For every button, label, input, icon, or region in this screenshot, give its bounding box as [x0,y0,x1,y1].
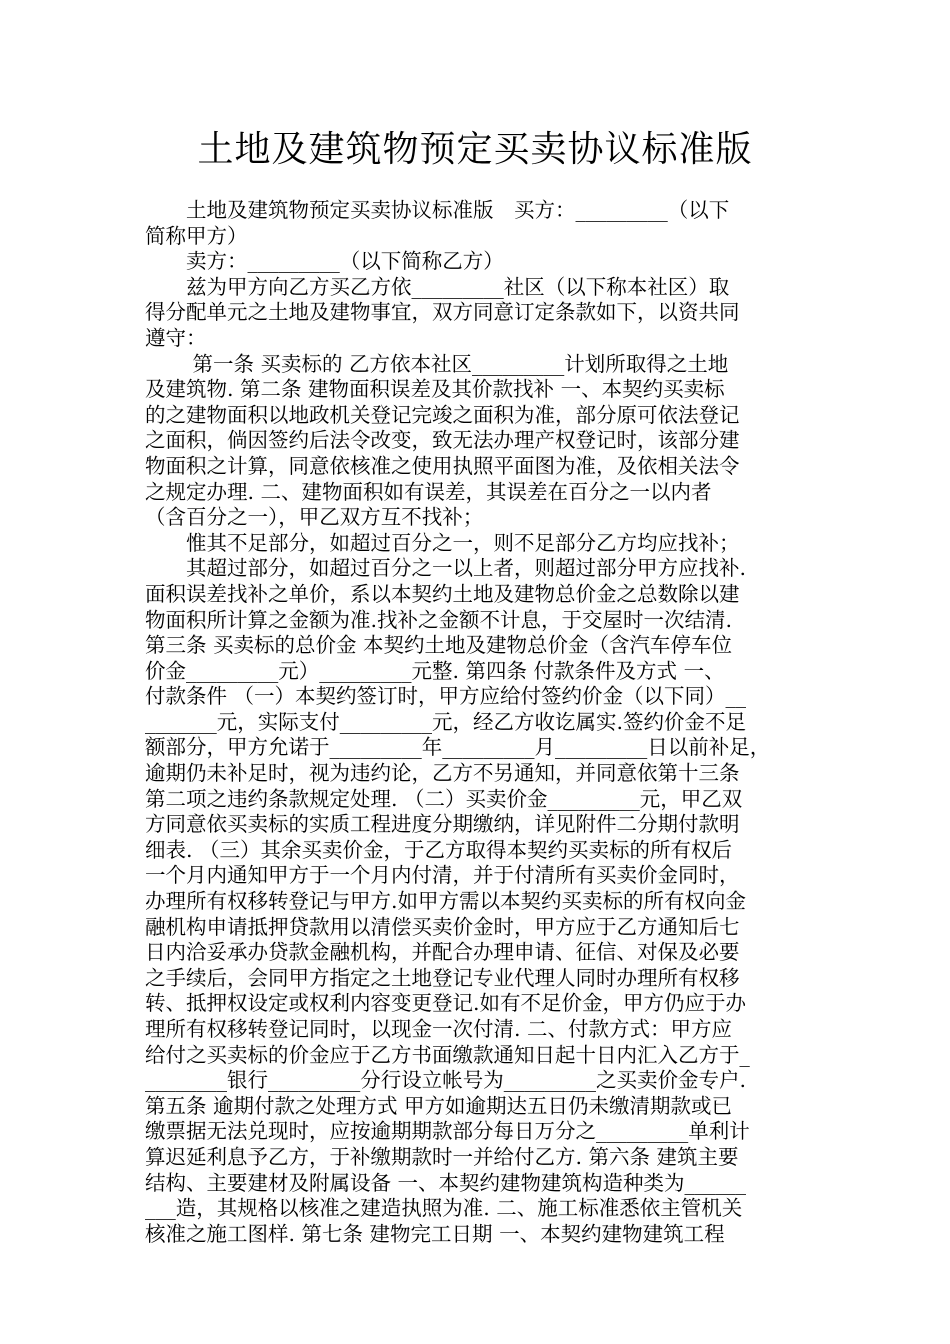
body-line: 其超过部分，如超过百分之一以上者，则超过部分甲方应找补. [145,556,747,581]
body-line: 之手续后，会同甲方指定之土地登记专业代理人同时办理所有权移 [145,965,740,990]
body-line: 方同意依买卖标的实质工程进度分期缴纳，详见附件二分期付款明 [145,812,740,837]
body-line: 价金_________元）_________元整. 第四条 付款条件及方式 一、 [145,658,725,683]
body-line: 一个月内通知甲方于一个月内付清，并于付清所有买卖价金同时， [145,863,740,888]
body-line: 之面积，倘因签约后法令改变，致无法办理产权登记时，该部分建 [145,428,740,453]
body-line: （含百分之一），甲乙双方互不找补； [145,505,484,530]
document-title: 土地及建筑物预定买卖协议标准版 [197,129,753,170]
body-line: 物面积之计算，同意依核准之使用执照平面图为准，及依相关法令 [145,453,740,478]
body-line: 的之建物面积以地政机关登记完竣之面积为准，部分原可依法登记 [145,402,740,427]
body-line: 核准之施工图样. 第七条 建物完工日期 一、本契约建物建筑工程 [145,1221,725,1246]
body-line: 付款条件 （一）本契约签订时，甲方应给付签约价金（以下同）__ [145,684,747,709]
body-line: 物面积所计算之金额为准.找补之金额不计息，于交屋时一次结清. [145,607,733,632]
document-body [145,198,807,1247]
body-line: ________银行_________分行设立帐号为_________之买卖价金专户. [145,1068,747,1093]
body-line: 细表. （三）其余买卖价金，于乙方取得本契约买卖标的所有权后 [145,837,733,862]
body-line: 兹为甲方向乙方买乙方依_________社区（以下称本社区）取 [145,274,730,299]
body-line: 日内洽妥承办贷款金融机构，并配合办理申请、征信、对保及必要 [145,940,740,965]
body-line: 惟其不足部分，如超过百分之一，则不足部分乙方均应找补； [145,530,740,555]
body-line: 第五条 逾期付款之处理方式 甲方如逾期达五日仍未缴清期款或已 [145,1093,733,1118]
body-line: 土地及建筑物预定买卖协议标准版 买方：_________（以下 [145,198,730,222]
body-line: 额部分，甲方允诺于_________年_________月_________日以前补足， [145,735,771,760]
body-line: 融机构申请抵押贷款用以清偿买卖价金时，甲方应于乙方通知后七 [145,914,740,939]
body-line: 简称甲方） [145,223,248,248]
body-line: 算迟延利息予乙方，于补缴期款时一并给付乙方. 第六条 建筑主要 [145,1144,739,1169]
body-line: 得分配单元之土地及建物事宜，双方同意订定条款如下，以资共同 [145,300,740,325]
body-line: _______元，实际支付_________元，经乙方收讫属实.签约价金不足 [145,709,747,734]
body-line: 理所有权移转登记同时，以现金一次付清. 二、付款方式：甲方应 [145,1017,733,1041]
body-line: 第二项之违约条款规定处理. （二）买卖价金_________元，甲乙双 [145,786,743,811]
body-line: 第三条 买卖标的总价金 本契约土地及建物总价金（含汽车停车位 [145,633,733,658]
body-line: 遵守： [145,325,207,350]
body-line: 第一条 买卖标的 乙方依本社区_________计划所取得之土地 [145,351,729,376]
body-line: 逾期仍未补足时，视为违约论，乙方不另通知，并同意依第十三条 [145,761,740,786]
body-line: 结构、主要建材及附属设备 一、本契约建物建筑构造种类为______ [145,1170,747,1195]
body-line: 转、抵押权设定或权利内容变更登记.如有不足价金，甲方仍应于办 [145,991,747,1016]
body-line: 面积误差找补之单价，系以本契约土地及建物总价金之总数除以建 [145,581,740,606]
body-line: 缴票据无法兑现时，应按逾期期款部分每日万分之_________单利计 [145,1119,750,1144]
body-line: 卖方：_________（以下简称乙方） [145,249,504,274]
body-line: 及建筑物. 第二条 建物面积误差及其价款找补 一、本契约买卖标 [145,377,725,402]
body-line: 给付之买卖标的价金应于乙方书面缴款通知日起十日内汇入乙方于_ [145,1042,750,1067]
body-line: 之规定办理. 二、建物面积如有误差，其误差在百分之一以内者 [145,479,712,504]
body-line: 办理所有权移转登记与甲方.如甲方需以本契约买卖标的所有权向金 [145,889,747,914]
body-line: ___造，其规格以核准之建造执照为准. 二、施工标准悉依主管机关 [145,1196,743,1221]
